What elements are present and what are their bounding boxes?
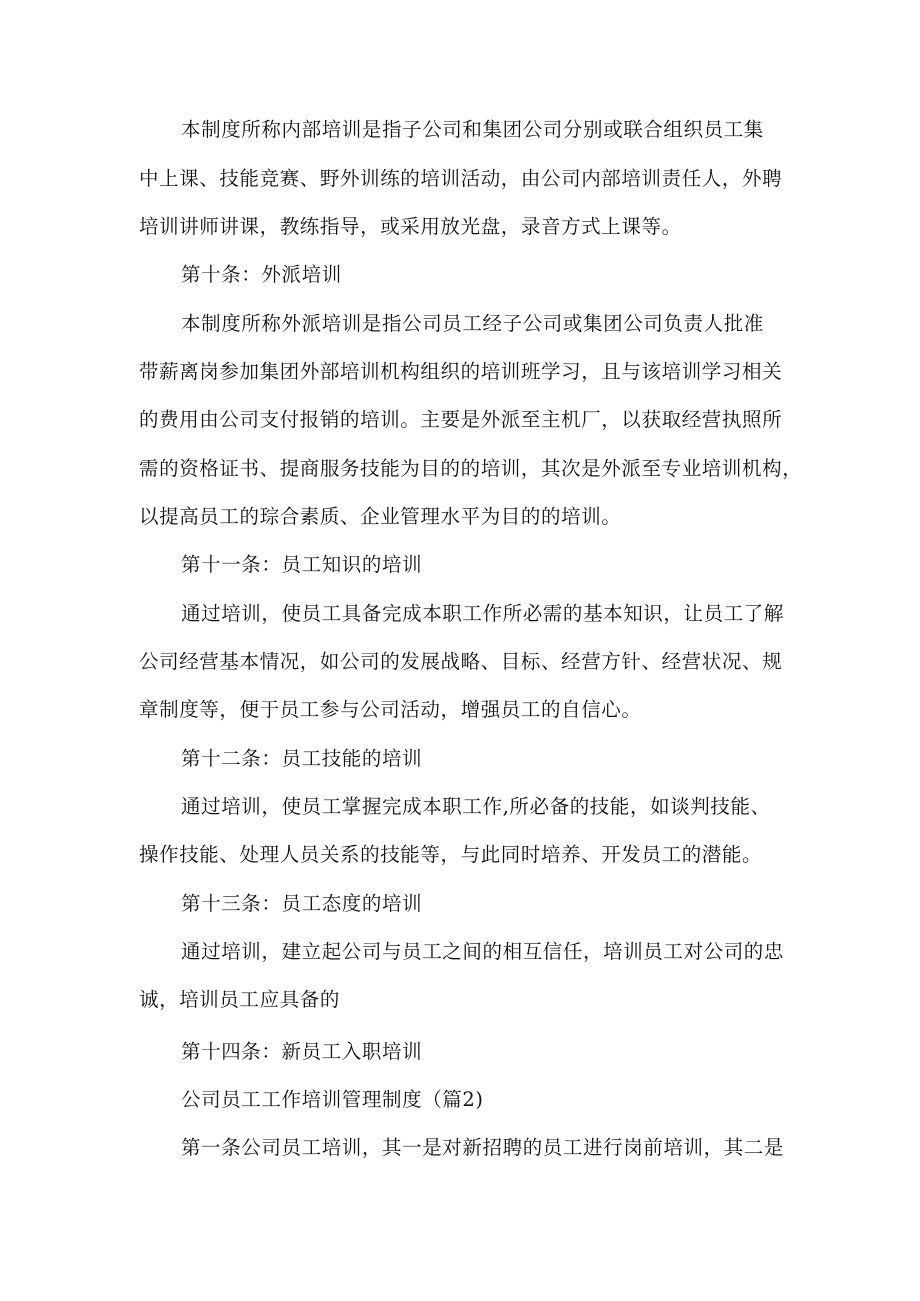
section-heading: 第十二条：员工技能的培训 [181, 747, 423, 770]
paragraph-line: 的费用由公司支付报销的培训。主要是外派至主机厂，以获取经营执照所 [139, 408, 783, 431]
document-title: 公司员工工作培训管理制度（篇2) [181, 1088, 484, 1111]
paragraph-line: 通过培训，使员工掌握完成本职工作,所必备的技能，如谈判技能、 [181, 795, 771, 818]
paragraph-line: 以提高员工的琮合素质、企业管理水平为目的的培训。 [139, 505, 622, 528]
paragraph-line: 操作技能、处理人员关系的技能等，与此同时培养、开发员工的潜能。 [139, 843, 763, 866]
section-heading: 第十四条：新员工入职培训 [181, 1040, 423, 1063]
paragraph-line: 诚，培训员工应具备的 [139, 988, 341, 1011]
paragraph-line: 本制度所称外派培训是指公司员工经子公司或集团公司负责人批准 [181, 312, 764, 335]
paragraph-line: 本制度所称内部培训是指子公司和集团公司分别或联合组织员工集 [181, 118, 764, 141]
paragraph-line: 公司经营基本情况，如公司的发展战略、目标、经营方针、经营状况、规 [139, 650, 783, 673]
section-heading: 第十三条：员工态度的培训 [181, 892, 423, 915]
paragraph-line: 第一条公司员工培训，其一是对新招聘的员工进行岗前培训，其二是 [181, 1136, 785, 1159]
paragraph-line: 中上课、技能竞赛、野外训练的培训活动，由公司内部培训责任人，外聘 [139, 167, 783, 190]
paragraph-line: 通过培训，建立起公司与员工之间的相互信任，培训员工对公司的忠 [181, 940, 785, 963]
section-heading: 第十条：外派培训 [181, 263, 342, 286]
paragraph-line: 带薪离岗参加集团外部培训机构组织的培训班学习，且与该培训学习相关 [139, 360, 783, 383]
section-heading: 第十一条：员工知识的培训 [181, 553, 423, 576]
paragraph-line: 通过培训，使员工具备完成本职工作所必需的基本知识，让员工了解 [181, 602, 785, 625]
paragraph-line: 章制度等，便于员工参与公司活动，增强员工的自信心。 [139, 698, 642, 721]
paragraph-line: 培训讲师讲课，教练指导，或采用放光盘，录音方式上课等。 [139, 215, 682, 238]
paragraph-line: 需的资格证书、提商服务技能为目的的培训，其次是外派至专业培训机构， [139, 457, 803, 480]
